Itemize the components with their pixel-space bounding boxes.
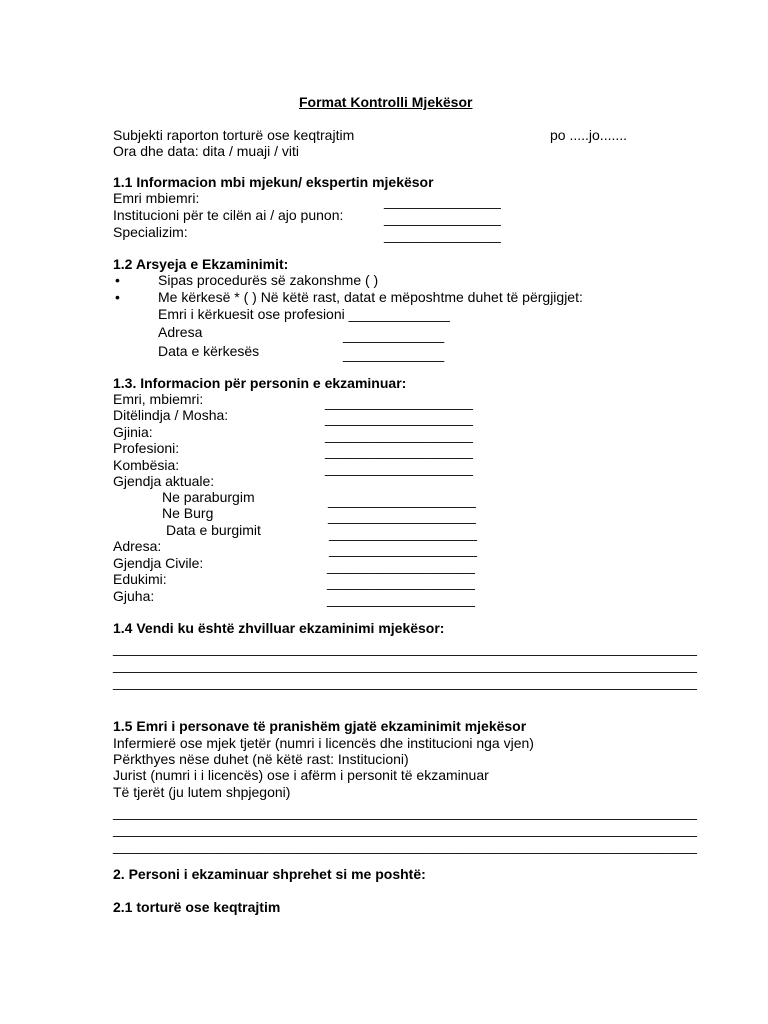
current-status-label: Gjendja aktuale: <box>113 473 215 489</box>
doctor-specialization-label: Specializim: <box>113 224 188 240</box>
attendees-line[interactable]: ___________________________________________________________________________ <box>113 821 697 837</box>
address-blank[interactable]: ___________________ <box>329 541 477 557</box>
requester-name-field[interactable]: Emri i kërkuesit ose profesioni _____________ <box>158 306 450 322</box>
reason-standard-procedure[interactable]: Sipas procedurës së zakonshme ( ) <box>158 272 379 288</box>
imprisonment-date-label: Data e burgimit <box>166 522 261 538</box>
doctor-specialization-blank[interactable]: _______________ <box>384 227 501 243</box>
imprisonment-date-blank[interactable]: ___________________ <box>329 525 477 541</box>
intro-yes-no: po .....jo....... <box>550 127 628 143</box>
attendee-others: Të tjerët (ju lutem shpjegoni) <box>113 784 291 800</box>
language-blank[interactable]: ___________________ <box>327 591 475 607</box>
section-1-4-heading: 1.4 Vendi ku është zhvilluar ekzaminimi mjekësor: <box>113 620 445 636</box>
profession-blank[interactable]: ___________________ <box>325 443 473 459</box>
gender-label: Gjinia: <box>113 424 153 440</box>
doctor-name-blank[interactable]: _______________ <box>384 193 501 209</box>
request-date-blank[interactable]: _____________ <box>343 346 445 362</box>
doctor-name-label: Emri mbiemri: <box>113 190 200 206</box>
section-2-heading: 2. Personi i ekzaminuar shprehet si me poshtë: <box>113 866 426 882</box>
language-label: Gjuha: <box>113 588 155 604</box>
nationality-label: Kombësia: <box>113 457 180 473</box>
section-1-5-heading: 1.5 Emri i personave të pranishëm gjatë ekzaminimit mjekësor <box>113 718 527 734</box>
bullet: • <box>115 289 120 305</box>
section-1-1-heading: 1.1 Informacion mbi mjekun/ ekspertin mjekësor <box>113 174 434 190</box>
section-2-1-heading: 2.1 torturë ose keqtrajtim <box>113 899 281 915</box>
attendee-nurse-doctor: Infermierë ose mjek tjetër (numri i licencës dhe institucioni nga vjen) <box>113 735 534 751</box>
civil-status-label: Gjendja Civile: <box>113 555 204 571</box>
intro-tortures-reported: Subjekti raporton torturë ose keqtrajtim <box>113 127 355 143</box>
request-date-label: Data e kërkesës <box>158 343 260 359</box>
page-title: Format Kontrolli Mjekësor <box>299 94 473 110</box>
education-blank[interactable]: ___________________ <box>327 574 475 590</box>
in-prison-blank[interactable]: ___________________ <box>328 508 476 524</box>
doctor-institution-blank[interactable]: _______________ <box>384 210 501 226</box>
section-1-2-heading: 1.2 Arsyeja e Ekzaminimit: <box>113 256 289 272</box>
birthdate-age-blank[interactable]: ___________________ <box>325 410 473 426</box>
pretrial-detention-blank[interactable]: ___________________ <box>328 492 476 508</box>
exam-location-line[interactable]: ___________________________________________________________________________ <box>113 657 697 673</box>
civil-status-blank[interactable]: ___________________ <box>327 558 475 574</box>
profession-label: Profesioni: <box>113 440 180 456</box>
attendees-line[interactable]: ___________________________________________________________________________ <box>113 804 697 820</box>
pretrial-detention-label: Ne paraburgim <box>162 489 255 505</box>
requester-address-blank[interactable]: _____________ <box>343 327 445 343</box>
person-name-blank[interactable]: ___________________ <box>325 394 473 410</box>
doctor-institution-label: Institucioni për te cilën ai / ajo punon: <box>113 207 344 223</box>
bullet: • <box>115 272 120 288</box>
in-prison-label: Ne Burg <box>162 505 214 521</box>
exam-location-line[interactable]: ___________________________________________________________________________ <box>113 640 697 656</box>
attendee-interpreter: Përkthyes nëse duhet (në këtë rast: Institucioni) <box>113 751 409 767</box>
attendees-line[interactable]: ___________________________________________________________________________ <box>113 838 697 854</box>
address-label: Adresa: <box>113 538 162 554</box>
section-1-3-heading: 1.3. Informacion për personin e ekzaminuar: <box>113 375 407 391</box>
requester-address-label: Adresa <box>158 324 203 340</box>
birthdate-age-label: Ditëlindja / Mosha: <box>113 407 229 423</box>
gender-blank[interactable]: ___________________ <box>325 427 473 443</box>
attendee-lawyer-relative: Jurist (numri i i licencës) ose i afërm i personit të ekzaminuar <box>113 767 489 783</box>
person-name-label: Emri, mbiemri: <box>113 391 204 407</box>
exam-location-line[interactable]: ___________________________________________________________________________ <box>113 674 697 690</box>
education-label: Edukimi: <box>113 571 167 587</box>
nationality-blank[interactable]: ___________________ <box>325 460 473 476</box>
reason-on-request[interactable]: Me kërkesë * ( ) Në këtë rast, datat e mëposhtme duhet të përgjigjet: <box>158 289 583 305</box>
intro-time-date: Ora dhe data: dita / muaji / viti <box>113 143 299 159</box>
